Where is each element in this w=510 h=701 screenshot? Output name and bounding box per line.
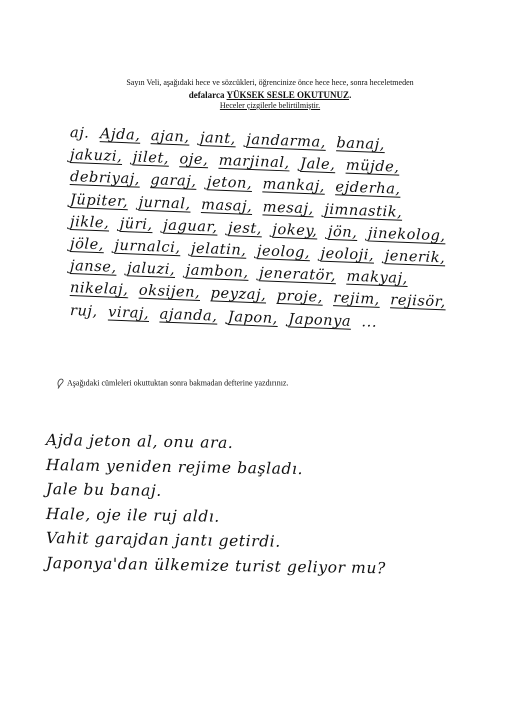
word: nikelaj,	[69, 280, 129, 299]
word: debriyaj,	[69, 169, 141, 189]
word: aj.	[69, 125, 90, 142]
word: jest,	[227, 219, 263, 238]
word: müjde,	[345, 157, 400, 176]
word-list	[69, 122, 490, 331]
word: jambon,	[185, 262, 250, 282]
sentence: Japonya'dan ülkemize turist geliyor mu?	[45, 553, 387, 577]
word: jurnal,	[138, 194, 192, 213]
word: jaluzi,	[126, 260, 176, 279]
word: jinekolog,	[367, 225, 446, 245]
word: mesaj,	[262, 199, 315, 217]
word: oje,	[179, 151, 209, 169]
parent-instructions	[60, 78, 480, 111]
word: jurnalci,	[114, 237, 181, 257]
sentence: Vahit garajdan jantı getirdi.	[45, 529, 281, 551]
word: rejim,	[333, 290, 381, 309]
word: proje,	[276, 288, 324, 307]
word: jön,	[327, 223, 358, 241]
word: jant,	[199, 129, 237, 148]
word: jikle,	[69, 213, 110, 232]
word: jeolog,	[256, 243, 311, 262]
word: viraj,	[107, 304, 150, 322]
word: jimnastik,	[323, 201, 403, 221]
sentence: Ajda jeton al, onu ara.	[45, 431, 234, 452]
word: janse,	[69, 258, 117, 277]
word: jokey,	[272, 221, 318, 240]
word: jüri,	[119, 215, 154, 233]
word: jilet,	[132, 149, 170, 168]
sentence: Hale, oje ile ruj aldı.	[45, 504, 221, 526]
word: jeoloji,	[320, 245, 375, 264]
word: jandarma,	[245, 131, 327, 151]
word: ejderha,	[335, 179, 401, 199]
word: mankaj,	[262, 176, 326, 196]
sentence: Jale bu banaj.	[45, 480, 163, 500]
word: ...	[361, 313, 378, 331]
word: ruj,	[69, 302, 99, 320]
instruction-line-3: Heceler çizgilerle belirtilmiştir.	[219, 101, 321, 110]
word: oksijen,	[138, 283, 201, 302]
instruction-prefix: defalarca	[188, 90, 225, 100]
word: rejisör,	[390, 292, 447, 311]
word: peyzaj,	[210, 285, 267, 304]
instruction-line-1: Sayın Veli, aşağıdaki hece ve sözcükleri, öğrencinize önce hece hece, sonra heceletmeden	[126, 78, 414, 87]
word: Japon,	[227, 308, 279, 327]
word: marjinal,	[218, 152, 291, 172]
word: jeton,	[206, 174, 253, 193]
word: Jüpiter,	[69, 191, 129, 210]
word: jaguar,	[162, 217, 218, 236]
word: banaj,	[336, 135, 386, 154]
word: jelatin,	[190, 240, 247, 259]
sentence: Halam yeniden rejime başladı.	[45, 455, 304, 478]
word: masaj,	[200, 196, 253, 215]
instruction-emphasis: YÜKSEK SESLE OKUTUNUZ	[226, 90, 350, 100]
word: jeneratör,	[258, 265, 337, 285]
word: Jale,	[299, 156, 336, 174]
word: jakuzi,	[69, 147, 123, 166]
instruction-line-2	[60, 90, 480, 101]
word: Ajda,	[99, 126, 141, 144]
sentence-list	[46, 428, 486, 575]
instruction-suffix: .	[349, 90, 352, 100]
word: Japonya	[288, 311, 352, 330]
note-text: Aşağıdaki cümleleri okuttuktan sonra bakmadan defterine yazdırınız.	[67, 378, 289, 388]
word: jenerik,	[384, 248, 446, 267]
pencil-icon	[56, 378, 66, 389]
word: ajan,	[150, 128, 190, 146]
writing-note	[56, 378, 476, 389]
word: jöle,	[69, 236, 105, 254]
word: garaj,	[150, 172, 197, 191]
word: ajanda,	[159, 306, 218, 325]
word: makyaj,	[346, 268, 409, 288]
